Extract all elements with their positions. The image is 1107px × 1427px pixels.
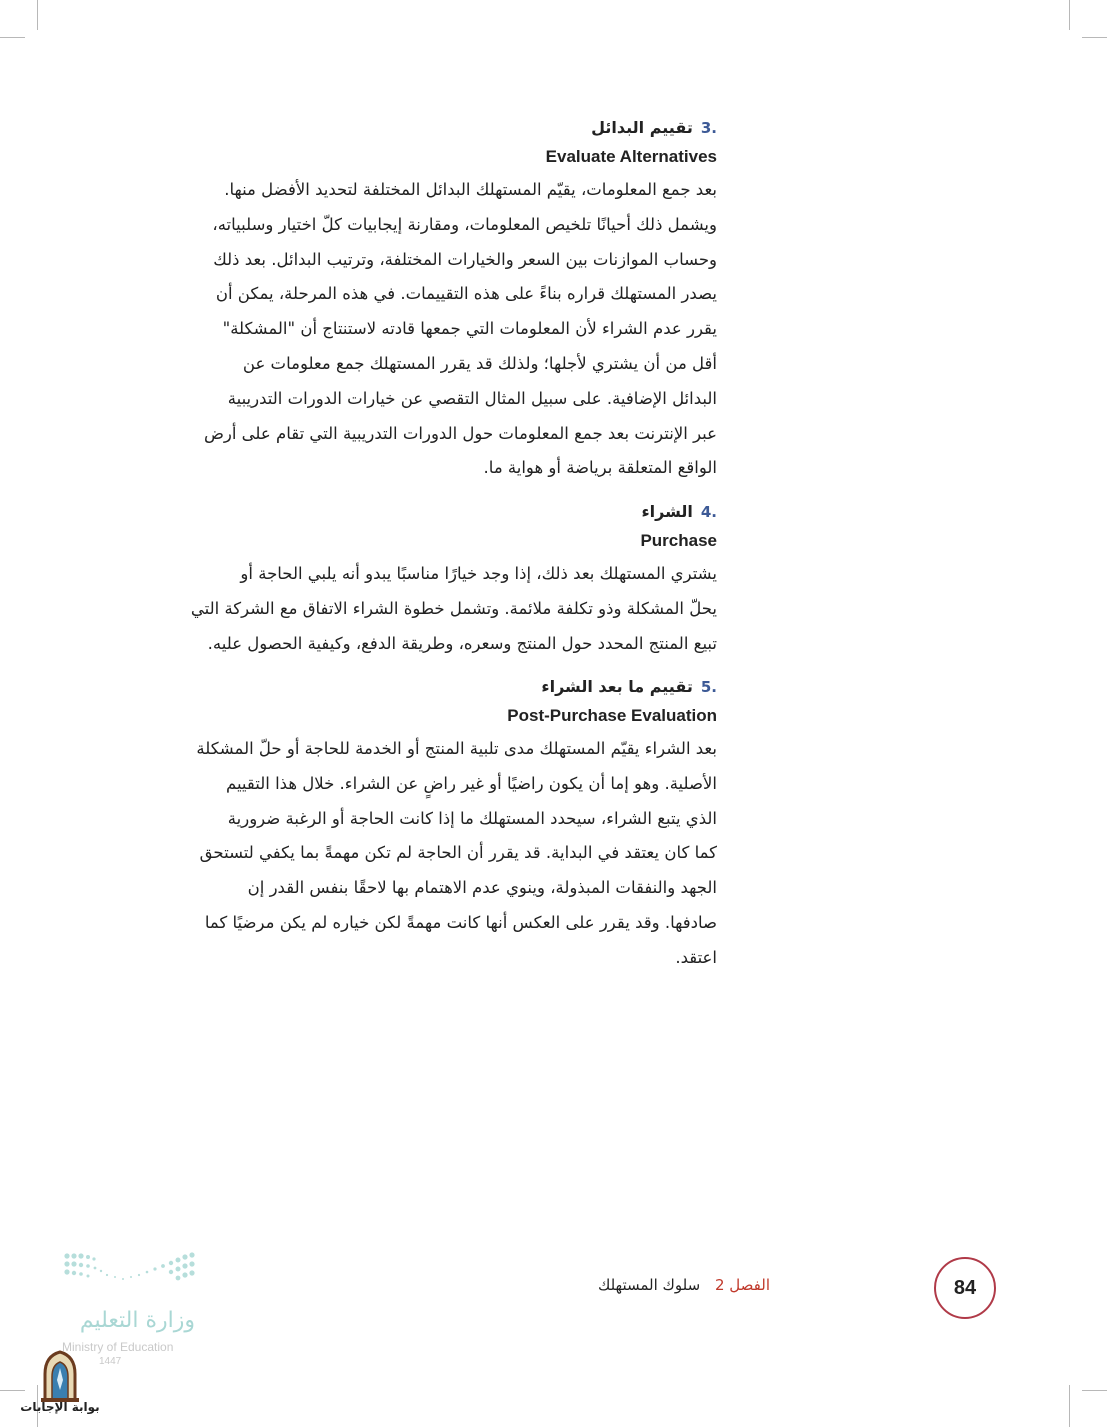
text-line: أقل من أن يشتري لأجلها؛ ولذلك قد يقرر المستهلك جمع معلومات عن bbox=[242, 353, 717, 373]
ministry-dots-icon bbox=[63, 1250, 198, 1290]
chapter-label: الفصل 2 bbox=[714, 1276, 770, 1294]
section-post-purchase-evaluation bbox=[132, 677, 717, 976]
crop-mark bbox=[1082, 37, 1107, 38]
text-line: الواقع المتعلقة برياضة أو هواية ما. bbox=[483, 458, 717, 478]
text-line: وحساب الموازنات بين السعر والخيارات المختلفة، وترتيب البدائل. بعد ذلك bbox=[213, 249, 717, 269]
text-line: صادفها. وقد يقرر على العكس أنها كانت مهمةً لكن خياره لم يكن مرضيًا كما bbox=[204, 912, 717, 932]
crop-mark bbox=[0, 37, 25, 38]
section-heading bbox=[132, 502, 717, 521]
text-line: البدائل الإضافية. على سبيل المثال التقصي عن خيارات الدورات التدريبية bbox=[227, 388, 717, 408]
text-line: كما كان يعتقد في البداية. قد يقرر أن الحاجة لم تكن مهمةً بما يكفي لتستحق bbox=[199, 843, 717, 863]
text-line: يقرر عدم الشراء لأن المعلومات التي جمعها قادته لاستنتاج أن "المشكلة" bbox=[222, 319, 717, 339]
section-body bbox=[132, 173, 717, 486]
section-title-en: Post-Purchase Evaluation bbox=[507, 706, 717, 725]
section-title-ar: تقييم البدائل bbox=[591, 118, 693, 137]
text-line: بعد جمع المعلومات، يقيّم المستهلك البدائل المختلفة لتحديد الأفضل منها. bbox=[224, 180, 717, 199]
text-line: الجهد والنفقات المبذولة، وينوي عدم الاهتمام بها لاحقًا بنفس القدر إن bbox=[247, 878, 717, 898]
section-evaluate-alternatives bbox=[132, 118, 717, 486]
text-line: يصدر المستهلك قراره بناءً على هذه التقييمات. في هذه المرحلة، يمكن أن bbox=[215, 284, 717, 304]
section-title-en: Purchase bbox=[640, 531, 717, 550]
section-body bbox=[132, 557, 717, 661]
page-number: 84 bbox=[934, 1257, 996, 1319]
text-line: يحلّ المشكلة وذو تكلفة ملائمة. وتشمل خطوة الشراء الاتفاق مع الشركة التي bbox=[190, 598, 717, 618]
chapter-title: سلوك المستهلك bbox=[597, 1276, 701, 1294]
section-heading bbox=[132, 677, 717, 696]
section-title-en: Evaluate Alternatives bbox=[545, 147, 717, 166]
ministry-name-en: Ministry of Education bbox=[62, 1340, 174, 1354]
text-line: الذي يتبع الشراء، سيحدد المستهلك ما إذا كانت الحاجة أو الرغبة ضرورية bbox=[227, 808, 717, 828]
watermark-logo bbox=[5, 1350, 115, 1420]
text-line: بعد الشراء يقيّم المستهلك مدى تلبية المنتج أو الخدمة للحاجة أو حلّ المشكلة bbox=[196, 739, 717, 758]
footer-chapter bbox=[560, 1276, 770, 1294]
section-number: .4 bbox=[700, 502, 717, 521]
crop-mark bbox=[1069, 1385, 1070, 1427]
section-purchase bbox=[132, 502, 717, 661]
section-number: .5 bbox=[700, 677, 717, 696]
ministry-name-ar: وزارة التعليم bbox=[79, 1308, 195, 1333]
text-line: يشتري المستهلك بعد ذلك، إذا وجد خيارًا مناسبًا يبدو أنه يلبي الحاجة أو bbox=[240, 564, 717, 583]
section-body bbox=[132, 732, 717, 976]
watermark-text: بوابة الإجابات bbox=[20, 1400, 100, 1414]
crop-mark bbox=[37, 0, 38, 30]
ministry-year: 1447 bbox=[99, 1356, 122, 1367]
crop-mark bbox=[1069, 0, 1070, 30]
mosque-icon bbox=[5, 1350, 115, 1402]
section-title-ar: الشراء bbox=[641, 502, 693, 521]
text-line: اعتقد. bbox=[675, 947, 717, 967]
text-line: الأصلية. وهو إما أن يكون راضيًا أو غير راضٍ عن الشراء. خلال هذا التقييم bbox=[225, 773, 717, 793]
text-line: تبيع المنتج المحدد حول المنتج وسعره، وطريقة الدفع، وكيفية الحصول عليه. bbox=[207, 633, 717, 653]
section-heading bbox=[132, 118, 717, 137]
text-line: عبر الإنترنت بعد جمع المعلومات حول الدورات التدريبية التي تقام على أرض bbox=[203, 423, 717, 443]
section-title-ar: تقييم ما بعد الشراء bbox=[541, 677, 693, 696]
text-line: ويشمل ذلك أحيانًا تلخيص المعلومات، ومقارنة إيجابيات كلّ اختيار وسلبياته، bbox=[212, 214, 717, 234]
crop-mark bbox=[1082, 1390, 1107, 1391]
section-number: .3 bbox=[700, 118, 717, 137]
